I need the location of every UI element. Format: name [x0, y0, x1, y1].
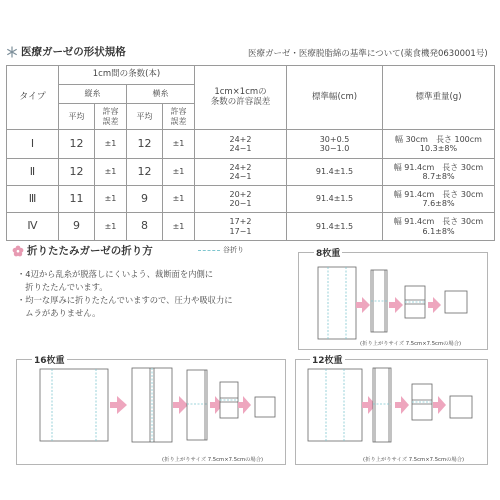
warp-avg-cell: 12	[59, 159, 95, 186]
warp-avg-cell: 12	[59, 130, 95, 159]
type-cell: Ⅱ	[7, 159, 59, 186]
fold-12-label: 12枚重	[310, 353, 345, 366]
header-weft: 横糸	[127, 85, 195, 104]
weft-tol-cell: ±1	[163, 130, 195, 159]
fold-8-label: 8枚重	[314, 246, 342, 259]
tolerance-cell: 24+2 24−1	[195, 130, 287, 159]
reference-text: 医療ガーゼ・医療脱脂綿の基準について(薬食機発0630001号)	[248, 49, 488, 59]
header-warp-tol: 許容 誤差	[95, 104, 127, 130]
warp-avg-cell: 11	[59, 186, 95, 213]
warp-tol-cell: ±1	[95, 159, 127, 186]
width-cell: 91.4±1.5	[287, 213, 383, 241]
spec-table	[6, 65, 495, 241]
valley-fold-line-icon	[198, 250, 220, 251]
width-cell: 91.4±1.5	[287, 159, 383, 186]
snowflake-icon	[6, 46, 18, 58]
page-title	[6, 44, 126, 59]
weft-avg-cell: 8	[127, 213, 163, 241]
weft-tol-cell: ±1	[163, 186, 195, 213]
weft-avg-cell: 12	[127, 159, 163, 186]
header-warp: 縦糸	[59, 85, 127, 104]
weft-tol-cell: ±1	[163, 159, 195, 186]
tolerance-cell: 20+2 20−1	[195, 186, 287, 213]
weight-cell: 幅 91.4cm 長さ 30cm 8.7±8%	[383, 159, 495, 186]
table-row	[7, 130, 495, 159]
fold-8-caption: (折り上がりサイズ 7.5cm×7.5cmの場合)	[360, 341, 462, 347]
warp-avg-cell: 9	[59, 213, 95, 241]
width-cell: 30+0.5 30−1.0	[287, 130, 383, 159]
fold-legend: 谷折り	[198, 245, 244, 255]
fold-16-caption: (折り上がりサイズ 7.5cm×7.5cmの場合)	[162, 457, 264, 463]
type-cell: Ⅳ	[7, 213, 59, 241]
weft-avg-cell: 9	[127, 186, 163, 213]
title-text: 医療ガーゼの形状規格	[21, 46, 126, 58]
header-type: タイプ	[7, 66, 59, 130]
table-row	[7, 186, 495, 213]
header-count: 1cm間の条数(本)	[59, 66, 195, 85]
folding-title	[12, 243, 153, 258]
note-line: ・4辺から乱糸が脱落しにくいよう、裁断面を内側に	[17, 269, 214, 279]
note-line: 折りたたんでいます。	[17, 282, 108, 292]
type-cell: Ⅲ	[7, 186, 59, 213]
fold-16-card	[16, 359, 286, 465]
type-cell: Ⅰ	[7, 130, 59, 159]
tolerance-cell: 24+2 24−1	[195, 159, 287, 186]
table-row	[7, 159, 495, 186]
weight-cell: 幅 30cm 長さ 100cm 10.3±8%	[383, 130, 495, 159]
note-line: ・均一な厚みに折りたたんでいますので、圧力や吸収力に	[17, 295, 233, 305]
header-width: 標準幅(cm)	[287, 66, 383, 130]
warp-tol-cell: ±1	[95, 213, 127, 241]
warp-tol-cell: ±1	[95, 186, 127, 213]
header-tolerance-total: 1cm×1cmの 条数の許容誤差	[195, 66, 287, 130]
note-line: ムラがありません。	[17, 308, 101, 318]
folding-notes	[17, 268, 233, 320]
weft-avg-cell: 12	[127, 130, 163, 159]
header-weight: 標準重量(g)	[383, 66, 495, 130]
fold-12-caption: (折り上がりサイズ 7.5cm×7.5cmの場合)	[363, 457, 465, 463]
tolerance-cell: 17+2 17−1	[195, 213, 287, 241]
fold-8-card	[298, 252, 488, 350]
weight-cell: 幅 91.4cm 長さ 30cm 7.6±8%	[383, 186, 495, 213]
fold-16-label: 16枚重	[32, 353, 67, 366]
weft-tol-cell: ±1	[163, 213, 195, 241]
header-weft-tol: 許容 誤差	[163, 104, 195, 130]
header-weft-avg: 平均	[127, 104, 163, 130]
table-row	[7, 213, 495, 241]
fold-12-card	[295, 359, 488, 465]
warp-tol-cell: ±1	[95, 130, 127, 159]
width-cell: 91.4±1.5	[287, 186, 383, 213]
header-warp-avg: 平均	[59, 104, 95, 130]
folding-title-text: 折りたたみガーゼの折り方	[27, 245, 153, 257]
weight-cell: 幅 91.4cm 長さ 30cm 6.1±8%	[383, 213, 495, 241]
flower-icon	[12, 245, 24, 257]
